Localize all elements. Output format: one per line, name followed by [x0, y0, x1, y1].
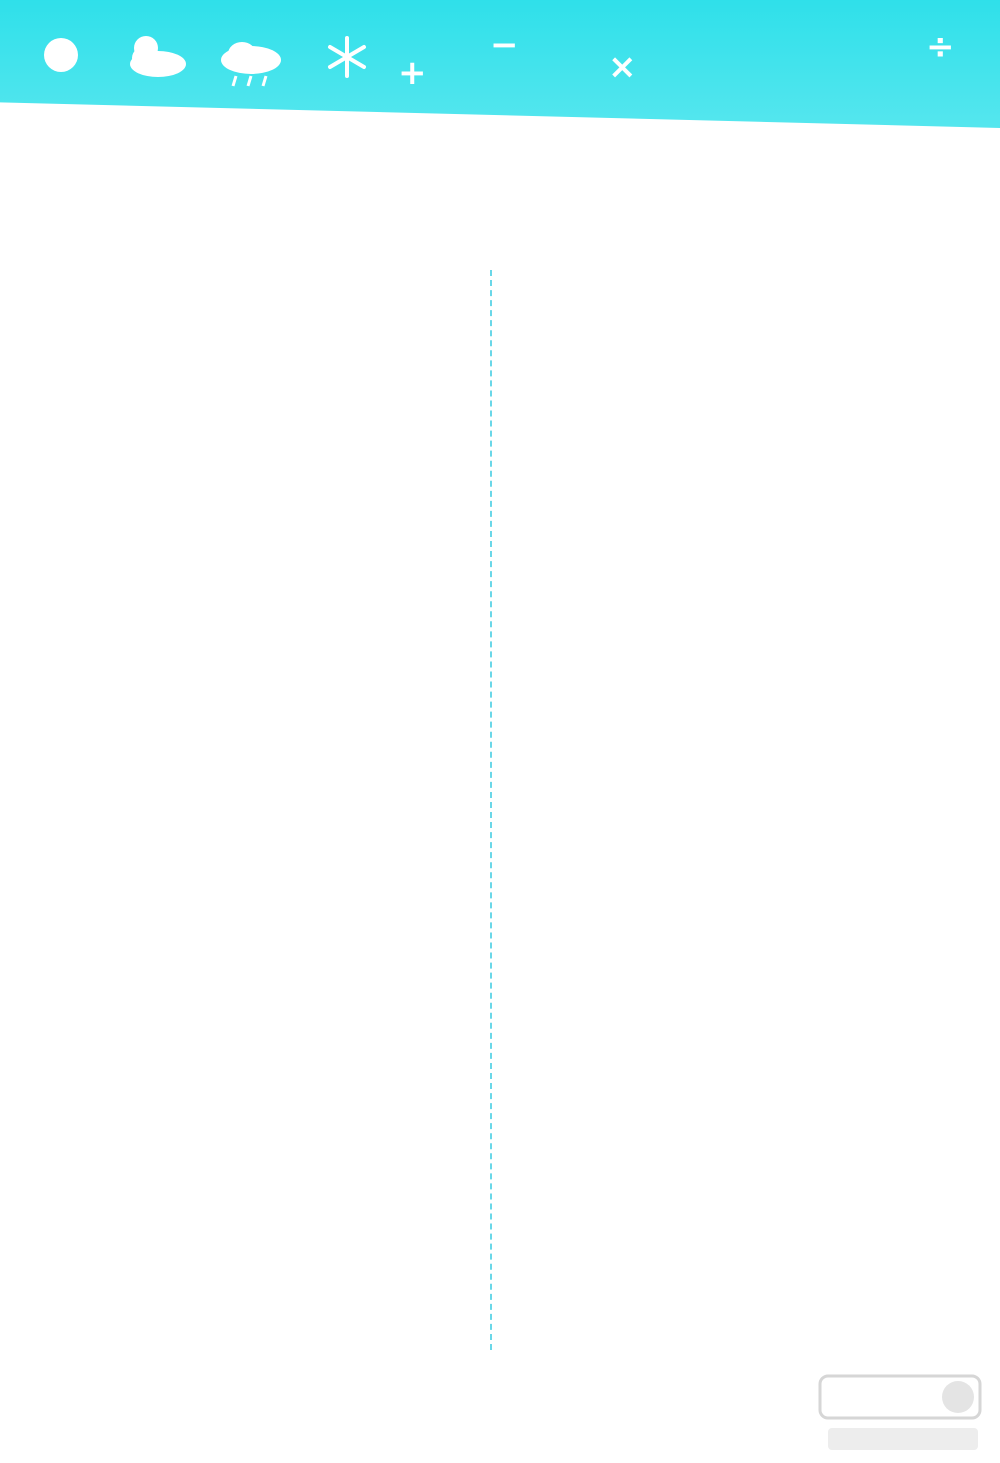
watermark-logo [818, 1372, 988, 1458]
minus-icon: − [490, 25, 519, 65]
column-divider [490, 270, 492, 1350]
divide-icon: ÷ [926, 27, 955, 67]
partly-cloudy-icon [124, 34, 188, 80]
sun-icon [44, 38, 78, 72]
times-icon: × [608, 47, 637, 87]
rain-cloud-icon [218, 40, 284, 90]
snowflake-icon [326, 36, 368, 78]
plus-icon: + [398, 53, 427, 93]
